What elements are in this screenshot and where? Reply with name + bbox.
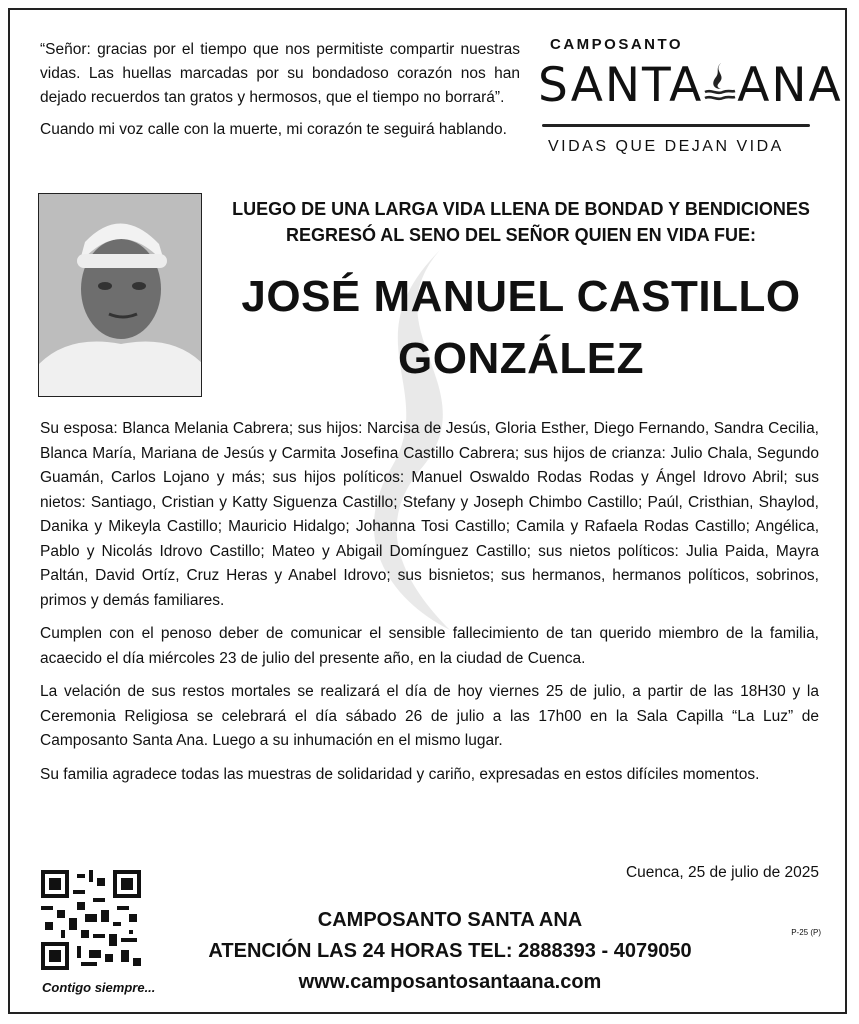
family-paragraph: Su esposa: Blanca Melania Cabrera; sus hijos: Narcisa de Jesús, Gloria Esther, Diego Fernando, Sandra Cecilia, Blanca María, Mariana de Jesús y Carmita Josefina Castillo Cabrera; sus hijos de crianza: Julio Chala, Segundo Guamán, Carlos Lojano y más; sus hijos políticos: Manuel Oswaldo Rodas Rodas y Ángel Idrovo Abril; sus nietos: Santiago, Cristian y Katty Siguenza Castillo; Stefany y Joseph Chimbo Castillo; Paúl, Cristhian, Shaylod, Danika y Mikeyla Castillo; Mauricio Hidalgo; Johanna Tosi Castillo; Camila y Rafaela Rodas Castillo; Angélica, Pablo y Nicolás Idrovo Castillo; Mateo y Abigail Domínguez Castillo; sus nietos políticos: Julia Paida, Mayra Paltán, David Ortíz, Cruz Heras y Anabel Idrovo; sus bisnietos; sus hermanos, hermanos políticos, sobrinos, primos y demás familiares. — [40, 420, 819, 609]
intro-line-1: LUEGO DE UNA LARGA VIDA LLENA DE BONDAD Y BENDICIONES — [232, 199, 810, 219]
notice-body — [40, 417, 819, 796]
intro-text — [215, 196, 827, 248]
qr-code-icon — [40, 870, 142, 970]
deceased-photo — [38, 193, 202, 397]
logo-right-text: ANA — [737, 58, 843, 113]
contact-block — [150, 905, 750, 998]
intro-line-2: REGRESÓ AL SENO DEL SEÑOR QUIEN EN VIDA FUE: — [285, 225, 757, 245]
logo-divider — [542, 124, 810, 127]
contact-phone: ATENCIÓN LAS 24 HORAS TEL: 2888393 - 4079050 — [208, 940, 692, 962]
flame-wave-icon — [703, 61, 737, 105]
name-line-2: GONZÁLEZ — [398, 334, 644, 383]
notice-date: Cuenca, 25 de julio de 2025 — [625, 864, 819, 881]
logo-main-text — [538, 58, 843, 113]
announcement-paragraph: Cumplen con el penoso deber de comunicar el sensible fallecimiento de tan querido miembro de la familia, acaecido el día miércoles 23 de julio del presente año, en la ciudad de Cuenca. — [40, 625, 819, 667]
contact-name: CAMPOSANTO SANTA ANA — [317, 909, 583, 931]
logo-left-text: SANTA — [538, 58, 704, 113]
quote-second-line: Cuando mi voz calle con la muerte, mi corazón te seguirá hablando. — [40, 121, 507, 138]
contact-website-link[interactable]: www.camposantosantaana.com — [298, 971, 602, 993]
opening-quote — [40, 38, 520, 142]
logo-slogan: VIDAS QUE DEJAN VIDA — [548, 138, 784, 155]
thanks-paragraph: Su familia agradece todas las muestras de solidaridad y cariño, expresadas en estos difíciles momentos. — [40, 765, 760, 783]
ad-code: P-25 (P) — [791, 928, 821, 937]
tagline: Contigo siempre... — [42, 980, 156, 995]
ceremony-paragraph: La velación de sus restos mortales se realizará el día de hoy viernes 25 de julio, a partir de las 18H30 y la Ceremonia Religiosa se celebrará el día sábado 26 de julio a las 17h00 en la Sala Capilla “La Luz” de Camposanto Santa Ana. Luego a su inhumación en el mismo lugar. — [40, 683, 819, 749]
name-line-1: JOSÉ MANUEL CASTILLO — [241, 272, 801, 321]
logo-small-text: CAMPOSANTO — [550, 36, 684, 53]
portrait-image — [39, 194, 202, 397]
deceased-name — [215, 266, 827, 390]
quote-text: “Señor: gracias por el tiempo que nos permitiste compartir nuestras vidas. Las huellas marcadas por su bondadoso corazón nos han dejado recuerdos tan gratos y hermosos, que el tiempo no borrará”. — [40, 41, 520, 106]
camposanto-logo — [538, 36, 843, 166]
